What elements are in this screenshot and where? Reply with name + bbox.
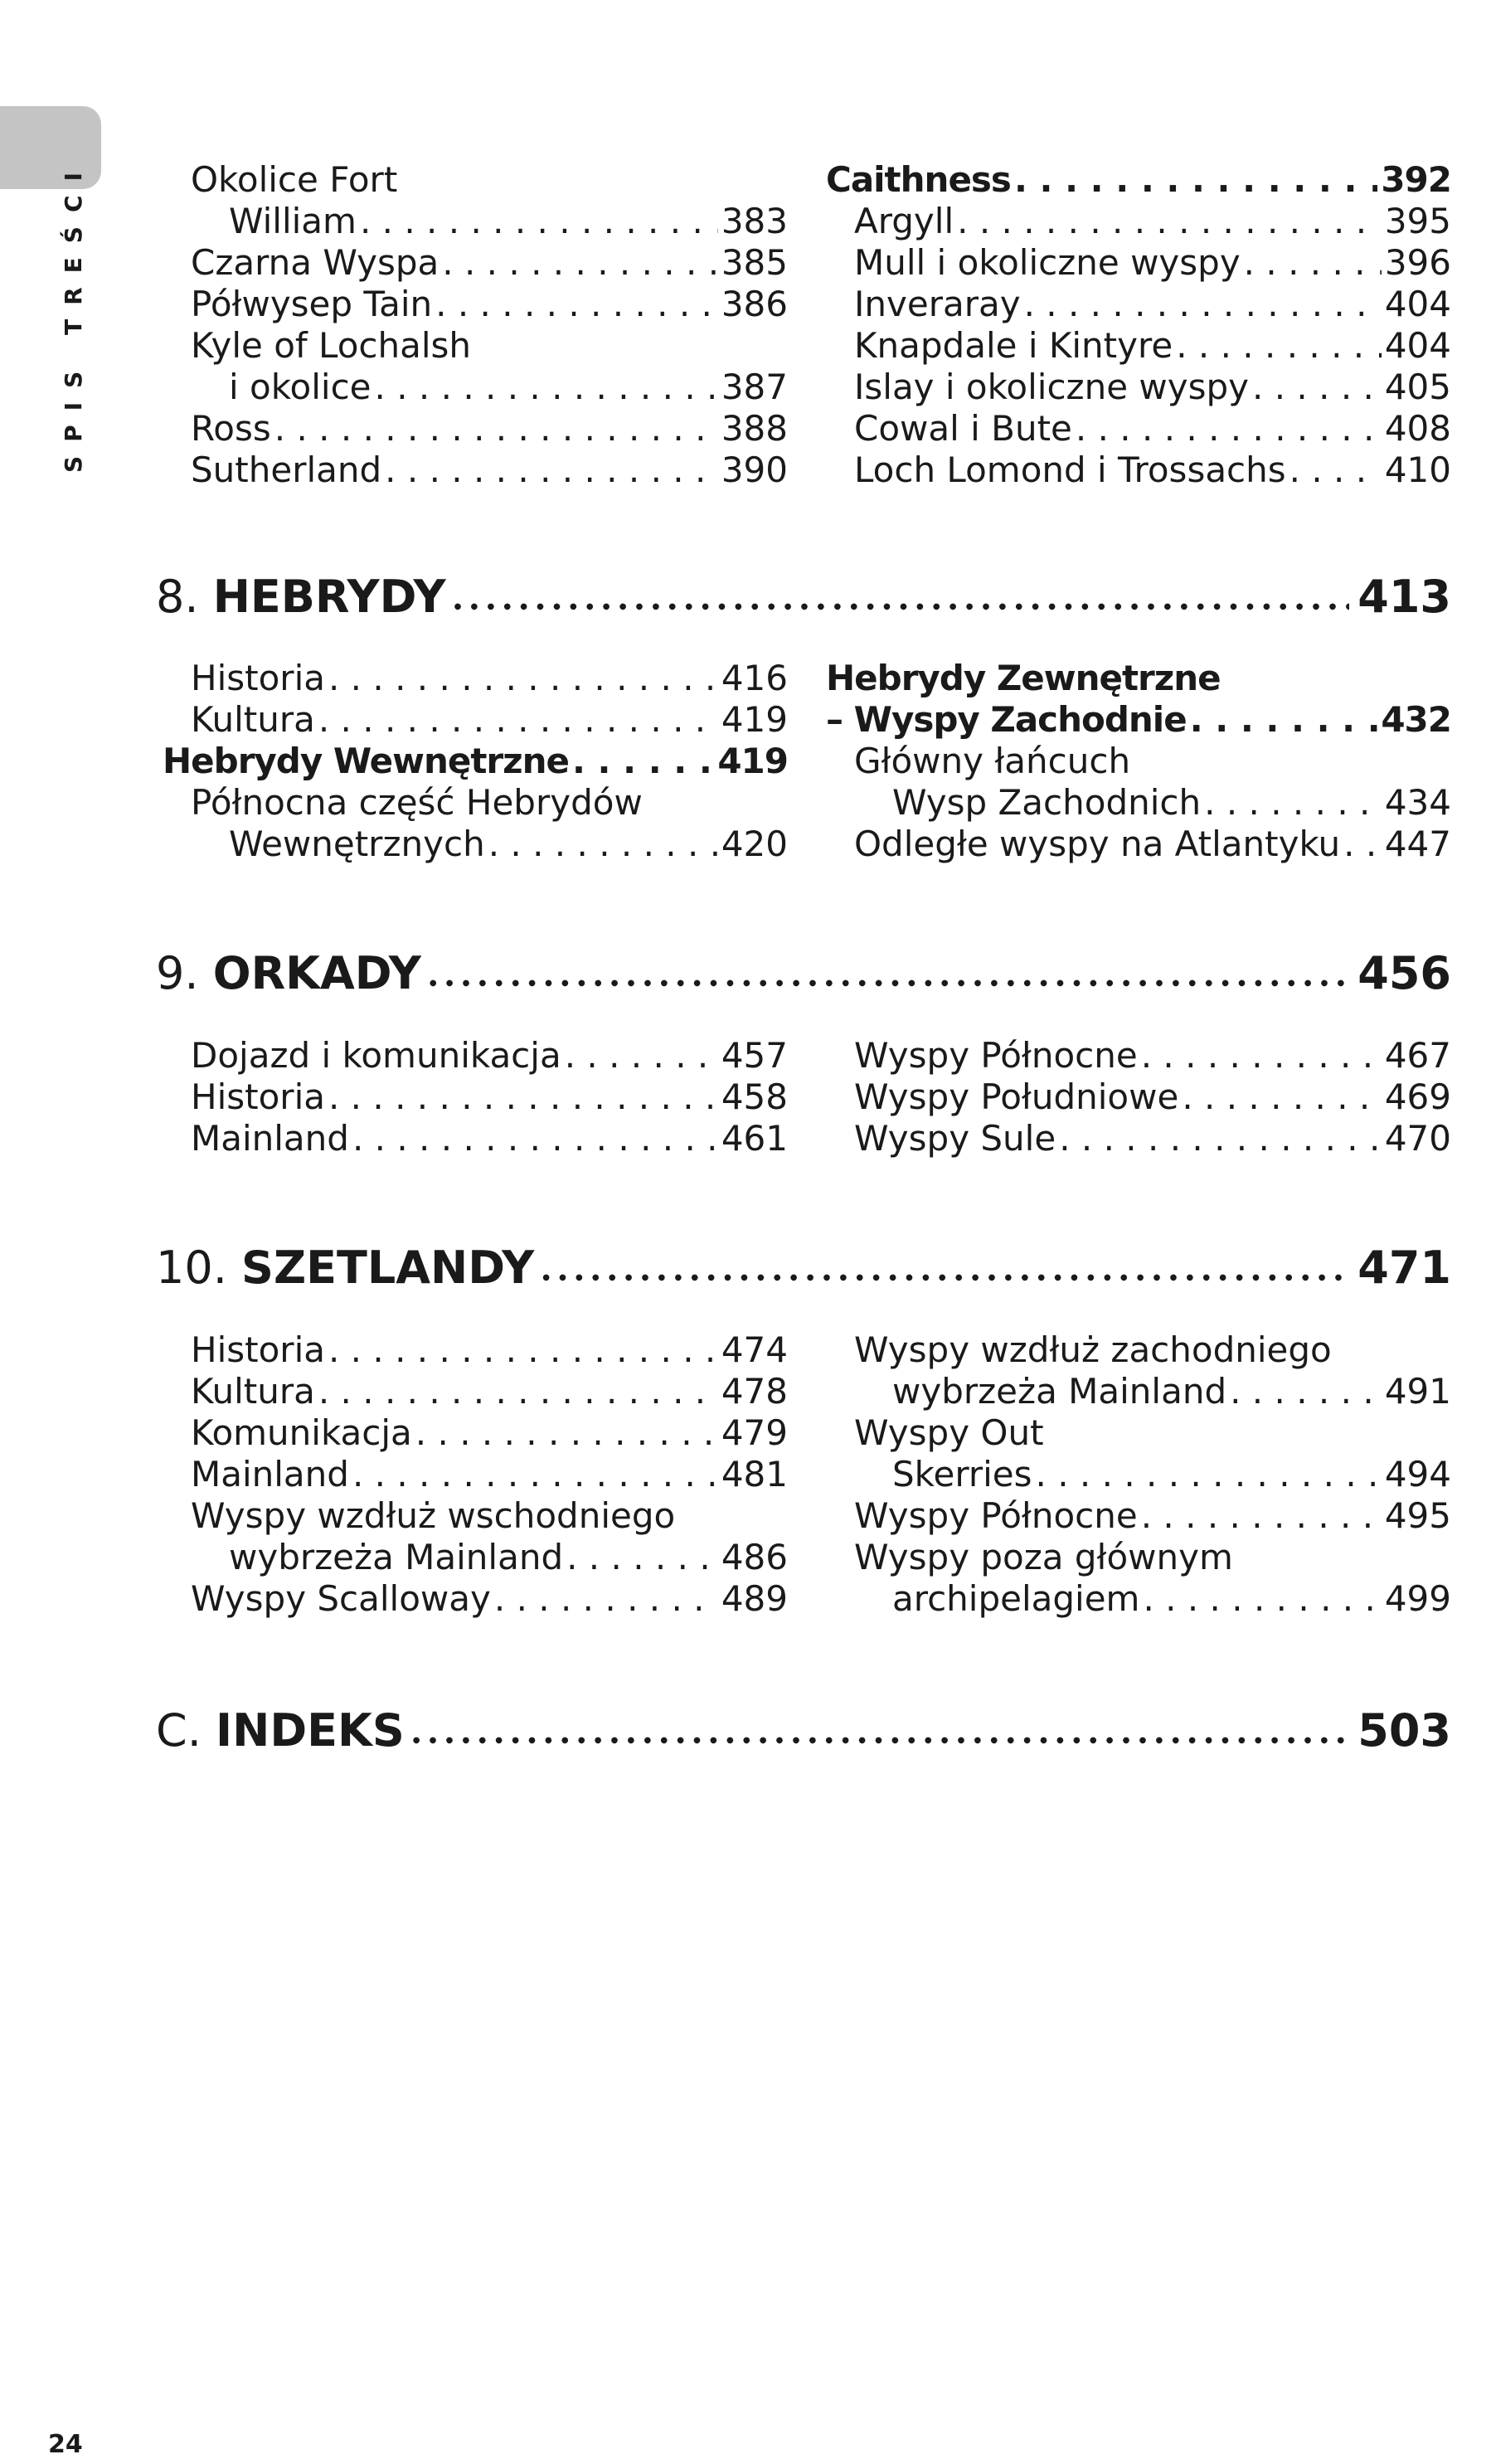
toc-entry[interactable] (854, 782, 1451, 824)
entry-title: Historia (191, 1329, 325, 1370)
chapter-title (156, 1242, 534, 1295)
entry-page: 387 (721, 367, 788, 407)
right-entries (854, 1329, 1451, 1620)
toc-entry[interactable] (854, 1412, 1451, 1454)
entry-title: archipelagiem (892, 1578, 1140, 1619)
page-number: 24 (48, 2430, 83, 2459)
chapter-heading[interactable] (156, 571, 1451, 634)
toc-entry[interactable] (854, 242, 1451, 284)
toc-entry[interactable] (191, 1035, 788, 1076)
entry-page: 396 (1384, 242, 1451, 283)
dot-leader (957, 201, 1382, 242)
entry-title: Wyspy Północne (854, 1495, 1138, 1536)
entry-title: Historia (191, 1076, 325, 1117)
entry-page: 404 (1384, 284, 1451, 324)
dot-leader (1059, 1118, 1382, 1159)
dot-leader (442, 242, 718, 284)
dot-leader (566, 1537, 718, 1578)
entry-title: Półwysep Tain (191, 284, 433, 324)
entry-page: 388 (721, 408, 788, 449)
entry-page: 494 (1384, 1454, 1451, 1494)
entry-page: 420 (721, 824, 788, 864)
toc-entry[interactable] (191, 1495, 788, 1537)
toc-entry[interactable] (854, 1076, 1451, 1118)
right-entries (854, 1035, 1451, 1159)
toc-entry[interactable] (191, 367, 788, 408)
entry-title: Kultura (191, 1371, 315, 1412)
right-entries (826, 658, 1451, 865)
entry-title: wybrzeża Mainland (229, 1537, 564, 1577)
dot-leader (542, 1242, 1349, 1305)
entry-title: Loch Lomond i Trossachs (854, 450, 1286, 490)
toc-entry[interactable] (826, 159, 1451, 201)
chapter-title (156, 571, 446, 624)
entry-title: Komunikacja (191, 1412, 412, 1453)
toc-entry[interactable] (854, 1035, 1451, 1076)
dot-leader (274, 408, 718, 450)
entry-title: Wyspy wzdłuż zachodniego (854, 1329, 1332, 1370)
dot-leader (1204, 782, 1382, 824)
entry-title: Inveraray (854, 284, 1021, 324)
entry-title: Odległe wyspy na Atlantyku (854, 824, 1341, 864)
dot-leader (1141, 1495, 1382, 1537)
dot-leader (385, 450, 718, 491)
toc-entry[interactable] (854, 1454, 1451, 1495)
dot-leader (565, 1035, 718, 1076)
chapter-page: 456 (1357, 947, 1451, 999)
toc-entry[interactable] (854, 1578, 1451, 1620)
toc-entry[interactable] (191, 699, 788, 741)
entry-title: Wyspy wzdłuż wschodniego (191, 1495, 676, 1536)
dot-leader (1343, 824, 1382, 865)
entry-page: 404 (1384, 325, 1451, 366)
entry-page: 458 (721, 1076, 788, 1117)
entry-title: Kyle of Lochalsh (191, 325, 472, 366)
entry-page: 405 (1384, 367, 1451, 407)
entry-page: 386 (721, 284, 788, 324)
left-entries (191, 1035, 788, 1159)
entry-title: Główny łańcuch (854, 741, 1131, 781)
toc-entry[interactable] (191, 1076, 788, 1118)
dot-leader (318, 1371, 718, 1412)
dot-leader (318, 699, 718, 741)
entry-title: Dojazd i komunikacja (191, 1035, 561, 1076)
toc-entry[interactable] (191, 201, 788, 242)
chapter-page: 413 (1357, 571, 1451, 623)
entry-page: 479 (721, 1412, 788, 1453)
toc-entry[interactable] (854, 741, 1451, 782)
chapter-heading[interactable] (156, 1242, 1451, 1305)
entry-title: Historia (191, 658, 325, 698)
entry-title: Islay i okoliczne wyspy (854, 367, 1250, 407)
chapter-title (156, 947, 421, 1000)
dot-leader (1141, 1035, 1382, 1076)
toc-entry[interactable] (191, 782, 788, 824)
dot-leader (572, 741, 714, 782)
entry-page: 469 (1384, 1076, 1451, 1117)
entry-page: 486 (721, 1537, 788, 1577)
dot-leader (435, 284, 718, 325)
dot-leader (360, 201, 718, 242)
entry-title: wybrzeża Mainland (892, 1371, 1227, 1412)
entry-title: Okolice Fort (191, 159, 398, 200)
entry-title: Mainland (191, 1118, 349, 1159)
toc-entry[interactable] (191, 408, 788, 450)
dot-leader (328, 1076, 718, 1118)
dot-leader (375, 367, 718, 408)
chapter-name: HEBRYDY (212, 571, 446, 623)
side-label: SPIS TREŚCI (60, 158, 87, 473)
chapter-number: 10. (156, 1242, 242, 1294)
dot-leader (494, 1578, 718, 1620)
dot-leader (1024, 284, 1382, 325)
entry-page: 392 (1381, 159, 1451, 200)
chapter-number: 9. (156, 947, 213, 999)
entry-page: 416 (721, 658, 788, 698)
entry-title: Czarna Wyspa (191, 242, 440, 283)
entry-page: 447 (1384, 824, 1451, 864)
toc-entry[interactable] (854, 1537, 1451, 1578)
toc-entry[interactable] (191, 1412, 788, 1454)
entry-page: 432 (1381, 699, 1451, 740)
toc-entry[interactable] (854, 408, 1451, 450)
dot-leader (415, 1412, 718, 1454)
entry-page: 461 (721, 1118, 788, 1159)
dot-leader (430, 947, 1349, 1010)
toc-entry[interactable] (191, 450, 788, 491)
entry-title: Cowal i Bute (854, 408, 1072, 449)
entry-title: – Wyspy Zachodnie (826, 699, 1187, 740)
toc-entry[interactable] (163, 741, 788, 782)
entry-title: Hebrydy Zewnętrzne (826, 658, 1221, 698)
left-entries (191, 1329, 788, 1620)
entry-title: Wyspy Sule (854, 1118, 1056, 1159)
dot-leader (1230, 1371, 1382, 1412)
dot-leader (488, 824, 718, 865)
dot-leader (1036, 1454, 1382, 1495)
entry-title: Mainland (191, 1454, 349, 1494)
chapter-heading[interactable] (156, 947, 1451, 1010)
entry-title: Wyspy Północne (854, 1035, 1138, 1076)
toc-entry[interactable] (854, 367, 1451, 408)
dot-leader (413, 1704, 1349, 1767)
dot-leader (328, 658, 718, 699)
toc-entry[interactable] (191, 1371, 788, 1412)
entry-page: 474 (721, 1329, 788, 1370)
entry-page: 499 (1384, 1578, 1451, 1619)
entry-title: Wewnętrznych (229, 824, 485, 864)
dot-leader (1244, 242, 1382, 284)
entry-title: Argyll (854, 201, 954, 241)
toc-entry[interactable] (191, 284, 788, 325)
entry-page: 489 (721, 1578, 788, 1619)
entry-page: 395 (1384, 201, 1451, 241)
toc-entry[interactable] (854, 1118, 1451, 1159)
chapter-number: 8. (156, 571, 213, 623)
entry-title: William (229, 201, 357, 241)
entry-page: 408 (1384, 408, 1451, 449)
toc-entry[interactable] (191, 1329, 788, 1371)
toc-entry[interactable] (854, 325, 1451, 367)
entry-page: 383 (721, 201, 788, 241)
chapter-name: INDEKS (216, 1704, 405, 1757)
dot-leader (1289, 450, 1382, 491)
toc-entry[interactable] (826, 699, 1451, 741)
dot-leader (1014, 159, 1377, 201)
toc-entry[interactable] (191, 824, 788, 865)
chapter-number: C. (156, 1704, 216, 1757)
entry-title: Północna część Hebrydów (191, 782, 643, 823)
entry-title: Wyspy Południowe (854, 1076, 1179, 1117)
entry-title: Hebrydy Wewnętrzne (163, 741, 569, 781)
dot-leader (1076, 408, 1382, 450)
toc-entry[interactable] (191, 1578, 788, 1620)
chapter-heading[interactable] (156, 1704, 1451, 1767)
right-entries (826, 159, 1451, 491)
dot-leader (352, 1454, 718, 1495)
left-entries (191, 159, 788, 491)
entry-page: 495 (1384, 1495, 1451, 1536)
toc-entry[interactable] (191, 325, 788, 367)
chapter-title (156, 1704, 405, 1757)
entry-title: Wysp Zachodnich (892, 782, 1202, 823)
dot-leader (454, 571, 1350, 634)
dot-leader (352, 1118, 718, 1159)
entry-title: i okolice (229, 367, 372, 407)
entry-title: Knapdale i Kintyre (854, 325, 1173, 366)
left-entries (163, 658, 788, 865)
toc-entry[interactable] (854, 1495, 1451, 1537)
dot-leader (1176, 325, 1382, 367)
toc-entry[interactable] (191, 242, 788, 284)
entry-page: 457 (721, 1035, 788, 1076)
entry-page: 478 (721, 1371, 788, 1412)
entry-title: Mull i okoliczne wyspy (854, 242, 1241, 283)
dot-leader (1252, 367, 1382, 408)
chapter-name: ORKADY (212, 947, 421, 999)
dot-leader (1190, 699, 1378, 741)
entry-page: 434 (1384, 782, 1451, 823)
entry-title: Wyspy Out (854, 1412, 1044, 1453)
dot-leader (328, 1329, 718, 1371)
toc-entry[interactable] (191, 1118, 788, 1159)
chapter-page: 503 (1357, 1704, 1451, 1757)
entry-title: Sutherland (191, 450, 382, 490)
entry-page: 481 (721, 1454, 788, 1494)
entry-page: 467 (1384, 1035, 1451, 1076)
toc-entry[interactable] (854, 1329, 1451, 1371)
toc-entry[interactable] (854, 284, 1451, 325)
toc-entry[interactable] (191, 1537, 788, 1578)
toc-entry[interactable] (854, 824, 1451, 865)
dot-leader (1182, 1076, 1382, 1118)
toc-entry[interactable] (854, 450, 1451, 491)
entry-page: 385 (721, 242, 788, 283)
entry-page: 419 (717, 741, 788, 781)
toc-entry[interactable] (191, 159, 788, 201)
entry-page: 491 (1384, 1371, 1451, 1412)
toc-entry[interactable] (191, 658, 788, 699)
toc-entry[interactable] (854, 201, 1451, 242)
chapter-name: SZETLANDY (241, 1242, 535, 1294)
entry-title: Skerries (892, 1454, 1032, 1494)
entry-title: Wyspy Scalloway (191, 1578, 491, 1619)
entry-title: Caithness (826, 159, 1011, 200)
entry-title: Ross (191, 408, 271, 449)
entry-page: 390 (721, 450, 788, 490)
toc-entry[interactable] (826, 658, 1451, 699)
entry-title: Kultura (191, 699, 315, 740)
chapter-page: 471 (1357, 1242, 1451, 1294)
entry-title: Wyspy poza głównym (854, 1537, 1233, 1577)
dot-leader (1143, 1578, 1381, 1620)
toc-entry[interactable] (191, 1454, 788, 1495)
toc-entry[interactable] (854, 1371, 1451, 1412)
entry-page: 419 (721, 699, 788, 740)
entry-page: 410 (1384, 450, 1451, 490)
entry-page: 470 (1384, 1118, 1451, 1159)
